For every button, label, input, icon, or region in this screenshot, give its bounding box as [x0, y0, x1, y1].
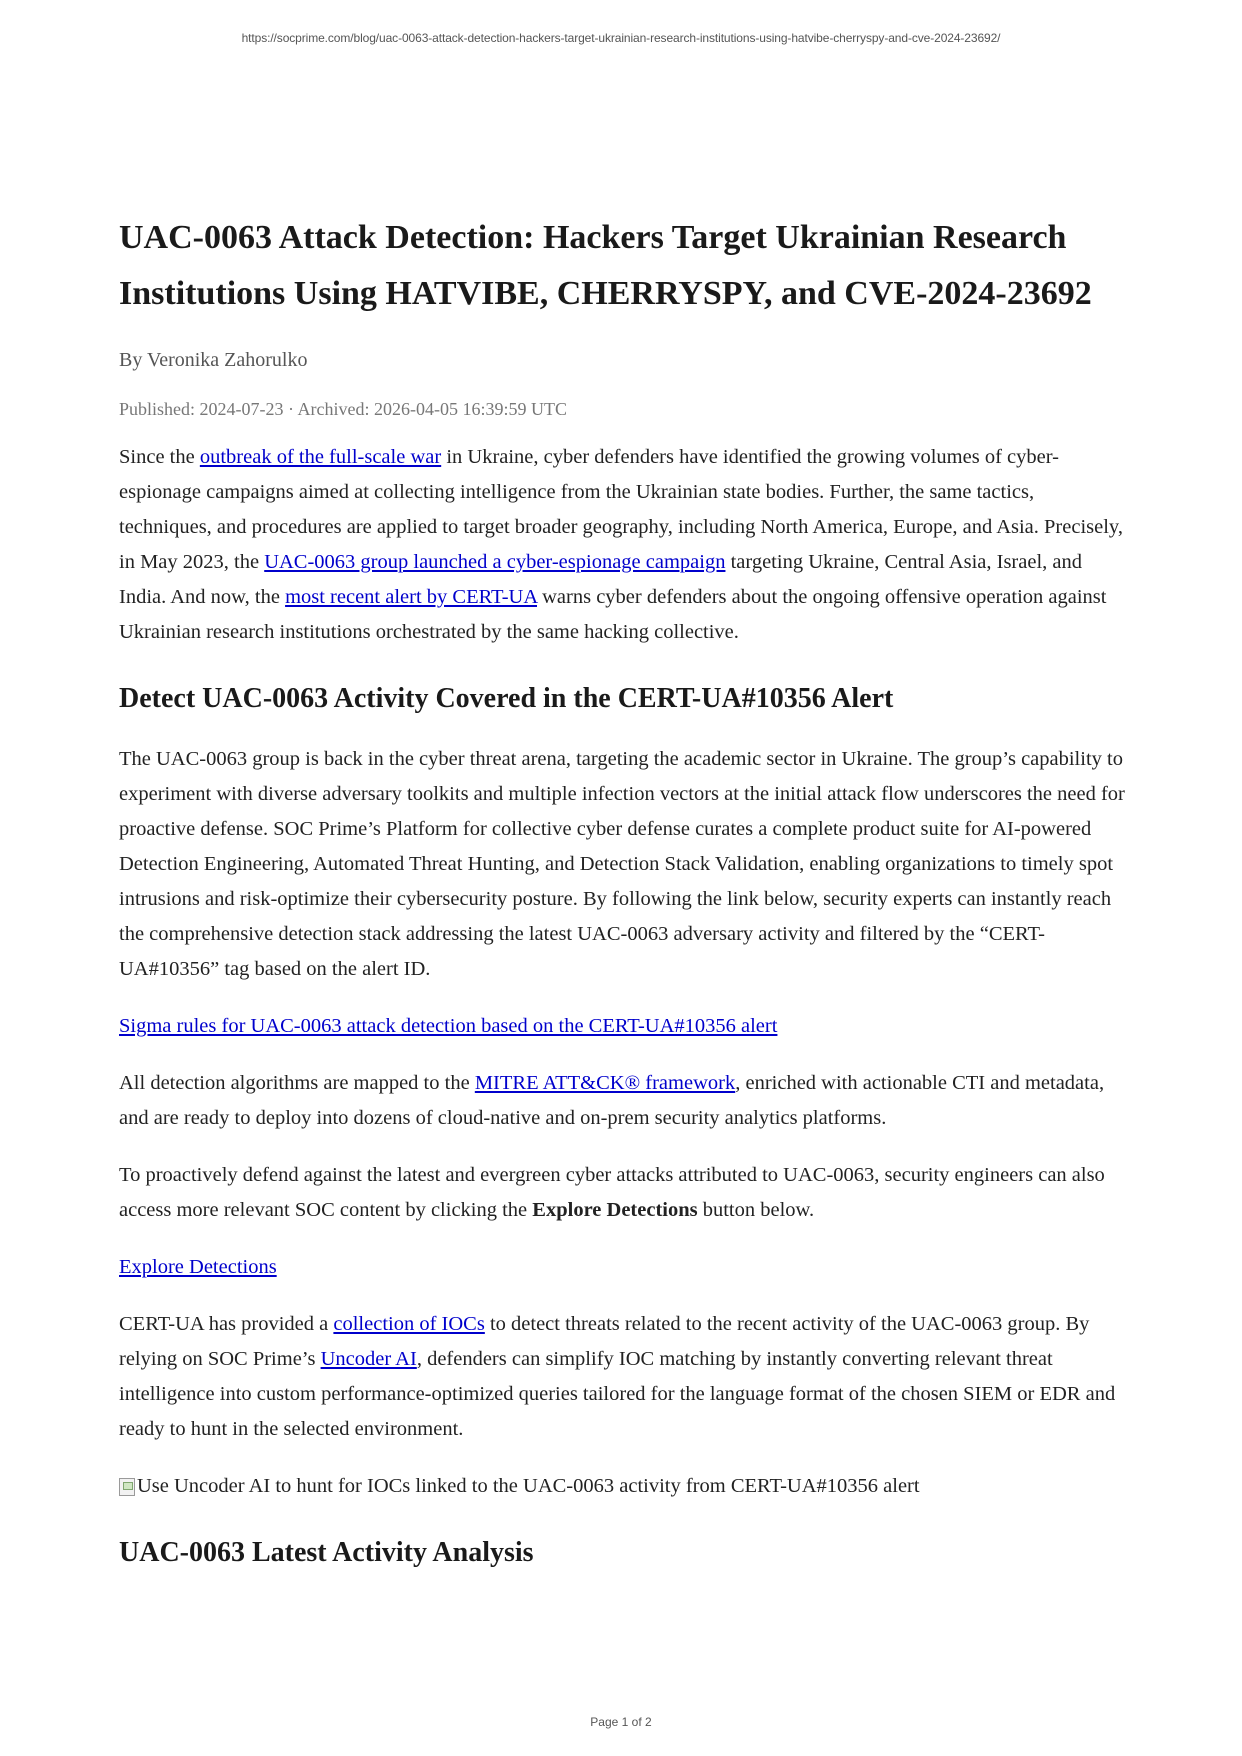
- text: , enriched with actionable CTI and metadata, and are ready to deploy into dozens of cloud-native and on-prem security analytics platforms.: [119, 1072, 1105, 1129]
- link-outbreak-war[interactable]: outbreak of the full-scale war: [199, 446, 442, 468]
- page-url: https://socprime.com/blog/uac-0063-attack-detection-hackers-target-ukrainian-research-institutions-using-hatvibe-cherryspy-and-cve-2024-23692/: [241, 31, 1001, 45]
- explore-paragraph: [119, 1158, 1129, 1228]
- link-uncoder-ai[interactable]: Uncoder AI: [320, 1348, 417, 1370]
- link-mitre-attack[interactable]: MITRE ATT&CK® framework: [474, 1072, 736, 1094]
- link-sigma-rules[interactable]: Sigma rules for UAC-0063 attack detection based on the CERT-UA#10356 alert: [119, 1015, 778, 1037]
- text: Since the: [119, 446, 200, 468]
- author-byline: By Veronika Zahorulko: [119, 349, 308, 371]
- section-heading-analysis: UAC-0063 Latest Activity Analysis: [119, 1537, 534, 1568]
- text: to detect threats related to the recent activity of the UAC-0063 group. By relying on SOC Prime’s: [119, 1313, 1090, 1370]
- image-alt-text: Use Uncoder AI to hunt for IOCs linked to the UAC-0063 activity from CERT-UA#10356 alert: [137, 1475, 920, 1497]
- text: To proactively defend against the latest and evergreen cyber attacks attributed to UAC-0063, security engineers can also access more relevant SOC content by clicking the: [119, 1164, 1105, 1221]
- publish-meta: Published: 2024-07-23 · Archived: 2026-04-05 16:39:59 UTC: [119, 399, 567, 419]
- broken-image-icon: [119, 1478, 135, 1496]
- page-number: Page 1 of 2: [590, 1715, 652, 1729]
- explore-link-paragraph: [119, 1250, 1129, 1285]
- text: targeting Ukraine, Central Asia, Israel, and India. And now, the: [119, 551, 1083, 608]
- ioc-paragraph: [119, 1307, 1129, 1447]
- article: [119, 210, 1129, 1596]
- sigma-rules-paragraph: [119, 1009, 1129, 1044]
- article-title: UAC-0063 Attack Detection: Hackers Target Ukrainian Research Institutions Using HATVIBE, CHERRYSPY, and CVE-2024-23692: [119, 219, 1092, 312]
- mitre-paragraph: [119, 1066, 1129, 1136]
- text: warns cyber defenders about the ongoing offensive operation against Ukrainian research institutions orchestrated by the same hacking collective.: [119, 586, 1107, 643]
- text: All detection algorithms are mapped to the: [119, 1072, 475, 1094]
- text: CERT-UA has provided a: [119, 1313, 334, 1335]
- text: in Ukraine, cyber defenders have identified the growing volumes of cyber-espionage campaigns aimed at collecting intelligence from the Ukrainian state bodies. Further, the same tactics, techniques, and procedures are applied to target broader geography, including North America, Europe, and Asia. Precisely, in May 2023, the: [119, 446, 1123, 573]
- broken-image: [119, 1469, 1129, 1504]
- text: , defenders can simplify IOC matching by instantly converting relevant threat intelligence into custom performance-optimized queries tailored for the language format of the chosen SIEM or EDR and ready to hunt in the selected environment.: [119, 1348, 1116, 1440]
- link-ioc-collection[interactable]: collection of IOCs: [333, 1313, 485, 1335]
- link-cert-ua-alert[interactable]: most recent alert by CERT-UA: [285, 586, 537, 608]
- section-heading-detect: Detect UAC-0063 Activity Covered in the CERT-UA#10356 Alert: [119, 683, 894, 714]
- bold-text: Explore Detections: [532, 1199, 698, 1221]
- intro-paragraph: [119, 440, 1129, 650]
- text: button below.: [697, 1199, 815, 1221]
- link-explore-detections[interactable]: Explore Detections: [119, 1256, 277, 1278]
- link-uac0063-campaign[interactable]: UAC-0063 group launched a cyber-espionage campaign: [264, 551, 726, 573]
- detect-paragraph: The UAC-0063 group is back in the cyber threat arena, targeting the academic sector in Ukraine. The group’s capability to experiment with diverse adversary toolkits and multiple infection vectors at the initial attack flow underscores the need for proactive defense. SOC Prime’s Platform for collective cyber defense curates a complete product suite for AI-powered Detection Engineering, Automated Threat Hunting, and Detection Stack Validation, enabling organizations to timely spot intrusions and risk-optimize their cybersecurity posture. By following the link below, security experts can instantly reach the comprehensive detection stack addressing the latest UAC-0063 adversary activity and filtered by the “CERT-UA#10356” tag based on the alert ID.: [119, 748, 1125, 980]
